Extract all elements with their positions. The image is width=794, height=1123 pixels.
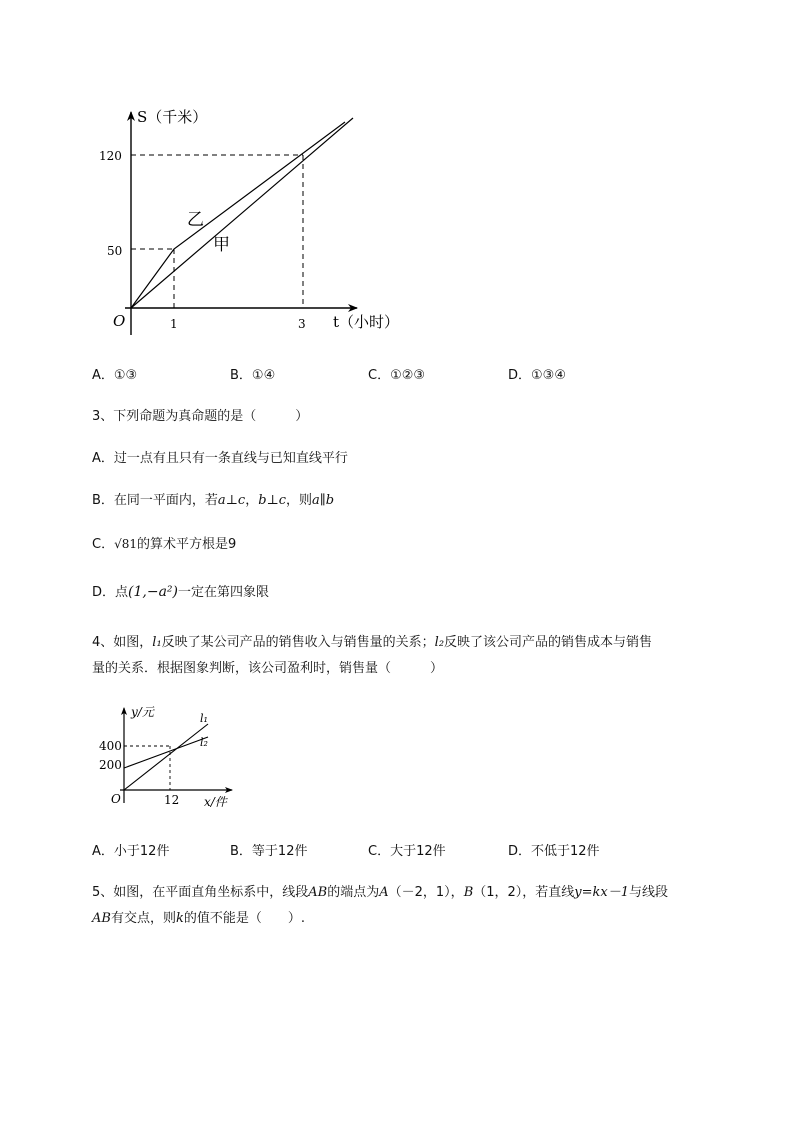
revenue-cost-graph — [96, 700, 246, 815]
q2-option-c[interactable]: C．①②③ — [368, 368, 426, 383]
y-axis-label: S（千米） — [137, 108, 208, 126]
x-axis-label: t（小时） — [333, 313, 400, 331]
q4-option-b[interactable]: B．等于12件 — [230, 844, 308, 859]
tick-200: 200 — [99, 758, 122, 772]
l2-label: l₂ — [200, 736, 208, 749]
q2-option-b[interactable]: B．①④ — [230, 368, 276, 383]
line-l1 — [124, 724, 208, 790]
q4-stem-line1: 4、如图，l₁反映了某公司产品的销售收入与销售量的关系；l₂反映了该公司产品的销售成本与销售 — [92, 635, 653, 650]
tick-t1: 1 — [170, 317, 178, 331]
q5-stem-line2: AB有交点，则k的值不能是（ ）. — [92, 911, 305, 926]
q4-option-d[interactable]: D．不低于12件 — [508, 844, 600, 859]
q5-stem-line1: 5、如图，在平面直角坐标系中，线段AB的端点为A（－2，1），B（1，2），若直线y=kx－1与线段 — [92, 885, 669, 900]
y-label: y/元 — [131, 705, 154, 719]
q3-stem: 3、下列命题为真命题的是（ ） — [92, 409, 309, 424]
line-l2 — [124, 737, 208, 768]
origin-label: O — [111, 792, 121, 806]
q3-option-d[interactable]: D．点(1,−a²)一定在第四象限 — [92, 584, 270, 600]
q2-option-a[interactable]: A．①③ — [92, 368, 138, 383]
q4-option-c[interactable]: C．大于12件 — [368, 844, 446, 859]
q2-option-d[interactable]: D．①③④ — [508, 368, 566, 383]
q3-option-c[interactable]: C．√81的算术平方根是9 — [92, 537, 237, 552]
x-label: x/件 — [204, 795, 227, 809]
tick-12: 12 — [164, 793, 180, 807]
l1-label: l₁ — [200, 712, 208, 725]
q4-stem-line2: 量的关系．根据图象判断，该公司盈利时，销售量（ ） — [92, 661, 444, 676]
tick-50: 50 — [107, 244, 123, 258]
label-jia: 甲 — [213, 235, 230, 255]
q3-option-b[interactable]: B．在同一平面内，若a⊥c，b⊥c，则a∥b — [92, 493, 335, 508]
q3-option-a[interactable]: A．过一点有且只有一条直线与已知直线平行 — [92, 451, 348, 466]
label-yi: 乙 — [187, 210, 204, 230]
tick-400: 400 — [99, 739, 122, 753]
tick-t3: 3 — [298, 317, 306, 331]
line-jia — [131, 118, 353, 308]
distance-time-graph — [95, 100, 405, 340]
q4-option-a[interactable]: A．小于12件 — [92, 844, 170, 859]
origin-label: O — [113, 312, 126, 330]
tick-120: 120 — [99, 149, 122, 163]
